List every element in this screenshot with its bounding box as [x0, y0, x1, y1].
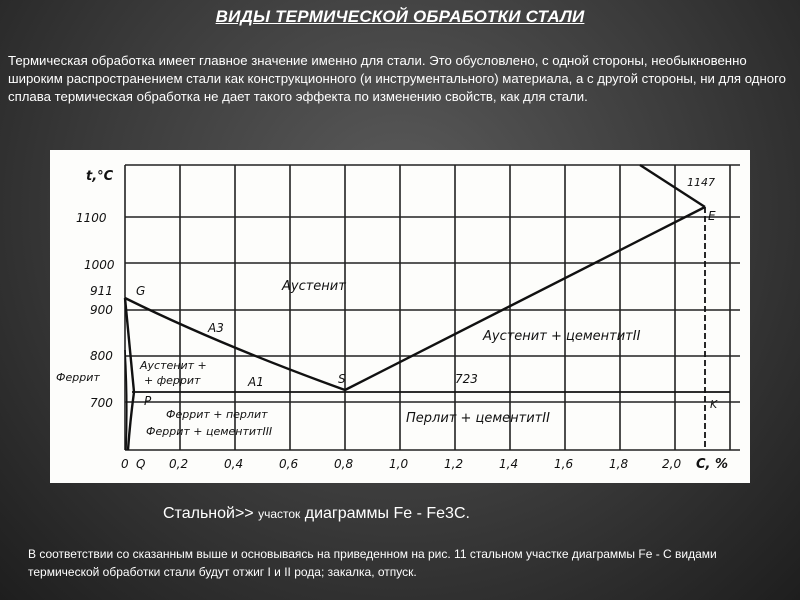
line-se-acm	[345, 207, 705, 390]
x-tick-1-2: 1,2	[444, 457, 464, 471]
x-tick-0-4: 0,4	[224, 457, 244, 471]
diagram-caption	[163, 504, 470, 524]
diagram-svg	[50, 150, 750, 483]
point-labels	[136, 176, 718, 411]
y-tick-911: 911	[90, 284, 113, 298]
region-pearlite-cementite: Перлит + цементитII	[406, 411, 550, 426]
caption-part3: диаграммы Fe - Fe3C.	[300, 505, 470, 522]
slide-title: ВИДЫ ТЕРМИЧЕСКОЙ ОБРАБОТКИ СТАЛИ	[215, 7, 585, 26]
y-axis-label: t,°C	[86, 169, 114, 184]
label-a3: A3	[208, 321, 224, 335]
x-tick-q: Q	[136, 457, 146, 471]
y-tick-800: 800	[90, 349, 113, 363]
caption-part2: участок	[258, 507, 301, 521]
x-axis	[121, 457, 728, 472]
x-tick-0-2: 0,2	[169, 457, 189, 471]
point-p: P	[144, 394, 152, 408]
x-tick-2-0: 2,0	[662, 457, 682, 471]
x-tick-1-4: 1,4	[499, 457, 519, 471]
x-tick-1-8: 1,8	[609, 457, 629, 471]
point-k: K	[710, 398, 718, 411]
region-austenite: Аустенит	[282, 279, 346, 294]
caption-part1: Стальной>>	[163, 505, 259, 522]
x-tick-0-6: 0,6	[279, 457, 299, 471]
y-axis	[56, 169, 115, 410]
outro-paragraph: В соответствии со сказанным выше и основываясь на приведенном на рис. 11 стальном участке диаграммы Fe - C видами термической обработки стали будут отжиг I и II рода; закалка, отпуск.	[28, 547, 717, 579]
x-axis-label: C, %	[696, 457, 729, 472]
region-austenite-ferrite-1: Аустенит +	[140, 359, 207, 372]
region-ferrite-pearlite: Феррит + перлит	[166, 408, 268, 421]
point-s: S	[338, 372, 346, 386]
point-e: E	[708, 209, 716, 223]
y-tick-700: 700	[90, 396, 113, 410]
x-tick-1-6: 1,6	[554, 457, 574, 471]
region-austenite-ferrite-2: + феррит	[144, 374, 201, 387]
y-tick-1100: 1100	[76, 211, 107, 225]
fe-fe3c-diagram	[50, 150, 750, 483]
line-pq	[128, 392, 134, 450]
intro-paragraph: Термическая обработка имеет главное значение именно для стали. Это обусловлено, с одной стороны, необыкновенно широким распространением стали как конструкционного (и инструментального) материала, а с другой стороны, ни для одного сплава термическая обработка не дает такого эффекта по изменению свойств, как для стали.	[8, 53, 786, 104]
region-austenite-cementite: Аустенит + цементитII	[483, 329, 641, 344]
value-1147: 1147	[687, 176, 715, 189]
value-723: 723	[455, 372, 478, 386]
x-tick-1-0: 1,0	[389, 457, 409, 471]
point-g: G	[136, 284, 146, 298]
y-tick-1000: 1000	[84, 258, 115, 272]
y-tick-ferrite: Феррит	[56, 371, 100, 384]
label-a1: A1	[248, 375, 264, 389]
x-tick-0-8: 0,8	[334, 457, 354, 471]
region-ferrite-cementite: Феррит + цементитIII	[146, 425, 273, 438]
x-tick-0: 0	[121, 457, 129, 471]
y-tick-900: 900	[90, 303, 113, 317]
